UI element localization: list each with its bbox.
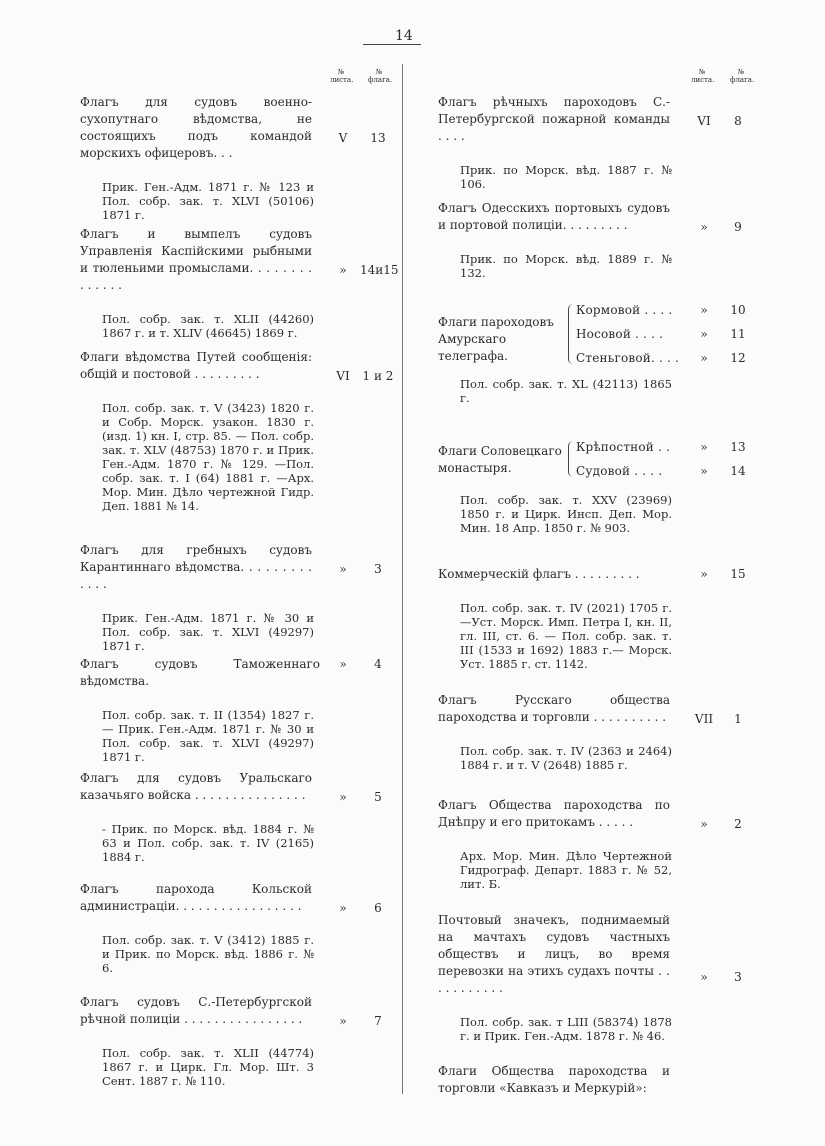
left-column	[80, 64, 400, 1088]
header-sheet-number: № листа.	[691, 68, 715, 84]
flag-number: 11	[730, 327, 746, 341]
group-title: Флаги Соловецкаго монастыря.	[438, 444, 562, 475]
entry-reference: Пол. собр. зак. т. XXV (23969) 1850 г. и Цирк. Инсп. Деп. Мор. Мин. 18 Апр. 1850 г. № 903.	[460, 493, 672, 535]
sheet-number: »	[700, 440, 708, 454]
flag-number: 3	[374, 562, 382, 576]
header-sheet-number: № листа.	[330, 68, 354, 84]
sheet-number: »	[339, 562, 347, 576]
entry-reference: Прик. Ген.-Адм. 1871 г. № 123 и Пол. собр. зак. т. XLVI (50106) 1871 г.	[102, 180, 314, 222]
group-title: Флаги пароходовъ Амурскаго телеграфа.	[438, 315, 554, 363]
flag-number: 13	[370, 131, 386, 145]
sheet-number: »	[700, 464, 708, 478]
flag-number: 9	[734, 220, 742, 234]
flag-number: 2	[734, 817, 742, 831]
entry-reference: Пол. собр. зак. т. XLII (44260) 1867 г. и т. XLIV (46645) 1869 г.	[102, 312, 314, 340]
entry-reference: Пол. собр. зак. т. II (1354) 1827 г. — Прик. Ген.-Адм. 1871 г. № 30 и Пол. собр. зак. т. XLVI (49297) 1871 г.	[102, 708, 314, 764]
list-item	[80, 881, 400, 975]
sheet-number: »	[339, 263, 347, 277]
entry-title: Коммерческій флагъ . . . . . . . . .	[438, 567, 640, 581]
entry-title: Флагъ Общества пароходства по Днѣпру и его притокамъ . . . . .	[438, 798, 670, 829]
flag-number: 3	[734, 970, 742, 984]
sheet-number: VII	[694, 712, 714, 726]
entry-title: Флаги Общества пароходства и торговли «Кавказъ и Меркурій»:	[438, 1064, 670, 1095]
sheet-number: V	[338, 131, 348, 145]
sheet-number: »	[700, 303, 708, 317]
list-item	[438, 692, 768, 772]
group-brace	[568, 441, 574, 477]
list-item	[438, 912, 768, 1043]
sheet-number: »	[700, 567, 708, 581]
sub-item-label: Судовой . . . .	[576, 464, 663, 478]
flag-number: 7	[374, 1014, 382, 1028]
page-number: 14	[395, 28, 413, 44]
entry-title: Флагъ Русскаго общества пароходства и торговли . . . . . . . . . .	[438, 693, 670, 724]
entry-title: Почтовый значекъ, поднимаемый на мачтахъ судовъ частныхъ обществъ и лицъ, во время перевозки на этихъ судахъ почты . . . . . . . . . . .	[438, 913, 670, 995]
header-flag-number: № флага.	[730, 68, 755, 84]
right-column	[438, 64, 768, 1095]
list-item	[80, 994, 400, 1088]
entry-title: Флагъ Одесскихъ портовыхъ судовъ и портовой полиціи. . . . . . . . .	[438, 201, 670, 232]
amur-flags-group	[438, 302, 768, 422]
flag-number: 15	[730, 567, 746, 581]
entry-title: Флагъ судовъ С.-Петербургской рѣчной полиціи . . . . . . . . . . . . . . . .	[80, 995, 312, 1026]
flag-number: 6	[374, 901, 382, 915]
entry-reference: Прик. по Морск. вѣд. 1889 г. № 132.	[460, 252, 672, 280]
list-item	[80, 770, 400, 864]
flag-number: 14и15	[360, 263, 399, 277]
entry-reference: Пол. собр. зак. т LIII (58374) 1878 г. и Прик. Ген.-Адм. 1878 г. № 46.	[460, 1015, 672, 1043]
sheet-number: »	[339, 901, 347, 915]
entry-reference: Пол. собр. зак. т. V (3423) 1820 г. и Собр. Морск. узакон. 1830 г. (изд. 1) кн. I, стр. 85. — Пол. собр. зак. т. XLV (48753) 1870 г. и Прик. Ген.-Адм. 1870 г. № 129. —Пол. собр. зак. т. I (64) 1881 г. —Арх. Мор. Мин. Дѣло чертежной Гидр. Деп. 1881 № 14.	[102, 401, 314, 513]
entry-reference: - Прик. по Морск. вѣд. 1884 г. № 63 и Пол. собр. зак. т. IV (2165) 1884 г.	[102, 822, 314, 864]
flag-number: 1	[734, 712, 742, 726]
sheet-number: »	[700, 351, 708, 365]
entry-title: Флагъ рѣчныхъ пароходовъ С.-Петербургской пожарной команды . . . .	[438, 95, 670, 143]
sheet-number: VI	[336, 369, 350, 383]
left-column-header	[80, 64, 400, 92]
flag-number: 8	[734, 114, 742, 128]
entry-reference: Пол. собр. зак. т. XLII (44774) 1867 г. и Цирк. Гл. Мор. Шт. 3 Сент. 1887 г. № 110.	[102, 1046, 314, 1088]
sheet-number: »	[339, 1014, 347, 1028]
list-item	[80, 94, 400, 222]
list-item	[80, 656, 400, 764]
entry-reference: Прик. Ген.-Адм. 1871 г. № 30 и Пол. собр. зак. т. XLVI (49297) 1871 г.	[102, 611, 314, 653]
entry-title: Флагъ для судовъ военно-сухопутнаго вѣдомства, не состоящихъ подъ командой морскихъ офицеровъ. . .	[80, 95, 312, 160]
entry-reference: Арх. Мор. Мин. Дѣло Чертежной Гидрограф. Департ. 1883 г. № 52, лит. Б.	[460, 849, 672, 891]
sheet-number: »	[339, 790, 347, 804]
sheet-number: »	[700, 817, 708, 831]
flag-number: 1 и 2	[362, 369, 394, 383]
flag-number: 10	[730, 303, 746, 317]
sheet-number: VI	[697, 114, 711, 128]
entry-reference: Пол. собр. зак. т. IV (2363 и 2464) 1884 г. и т. V (2648) 1885 г.	[460, 744, 672, 772]
header-flag-number: № флага.	[368, 68, 393, 84]
list-item	[438, 94, 768, 191]
page-number-rule	[363, 44, 421, 45]
sheet-number: »	[700, 970, 708, 984]
entry-title: Флаги вѣдомства Путей сообщенія: общій и постовой . . . . . . . . .	[80, 350, 312, 381]
sheet-number: »	[339, 657, 347, 671]
sub-item-label: Носовой . . . .	[576, 327, 664, 341]
sub-item-label: Стеньговой. . . .	[576, 351, 680, 365]
entry-title: Флагъ для судовъ Уральскаго казачьяго войска . . . . . . . . . . . . . . .	[80, 771, 312, 802]
sheet-number: »	[700, 220, 708, 234]
right-column-header	[438, 64, 768, 92]
list-item	[438, 1063, 768, 1097]
sub-item-label: Крѣпостной . .	[576, 440, 671, 454]
flag-number: 4	[374, 657, 382, 671]
list-item	[80, 542, 400, 653]
entry-reference: Прик. по Морск. вѣд. 1887 г. № 106.	[460, 163, 672, 191]
sub-item-label: Кормовой . . . .	[576, 303, 673, 317]
entry-title: Флагъ судовъ Таможеннаго вѣдомства.	[80, 657, 320, 688]
flag-number: 14	[730, 464, 746, 478]
flag-number: 13	[730, 440, 746, 454]
entry-title: Флагъ для гребныхъ судовъ Карантиннаго вѣдомства. . . . . . . . . . . . .	[80, 543, 312, 591]
sheet-number: »	[700, 327, 708, 341]
flag-number: 12	[730, 351, 746, 365]
entry-reference: Пол. собр. зак. т. XL (42113) 1865 г.	[460, 377, 672, 405]
entry-title: Флагъ парохода Кольской администраціи. . . . . . . . . . . . . . . . .	[80, 882, 312, 913]
entry-reference: Пол. собр. зак. т. IV (2021) 1705 г.—Уст. Морск. Имп. Петра I, кн. II, гл. III, ст. 6. — Пол. собр. зак. т. III (1533 и 1692) 1883 г.— Морск. Уст. 1885 г. ст. 1142.	[460, 601, 672, 671]
solovki-flags-group	[438, 439, 768, 549]
group-brace	[568, 304, 574, 364]
list-item	[438, 566, 768, 671]
entry-reference: Пол. собр. зак. т. V (3412) 1885 г. и Прик. по Морск. вѣд. 1886 г. № 6.	[102, 933, 314, 975]
flag-number: 5	[374, 790, 382, 804]
entry-title: Флагъ и вымпелъ судовъ Управленія Каспійскими рыбными и тюленьими промыслами. . . . . . . . . . . . . .	[80, 227, 312, 292]
list-item	[438, 200, 768, 280]
list-item	[80, 226, 400, 340]
list-item	[80, 349, 400, 513]
list-item	[438, 797, 768, 891]
column-divider	[402, 64, 403, 1094]
